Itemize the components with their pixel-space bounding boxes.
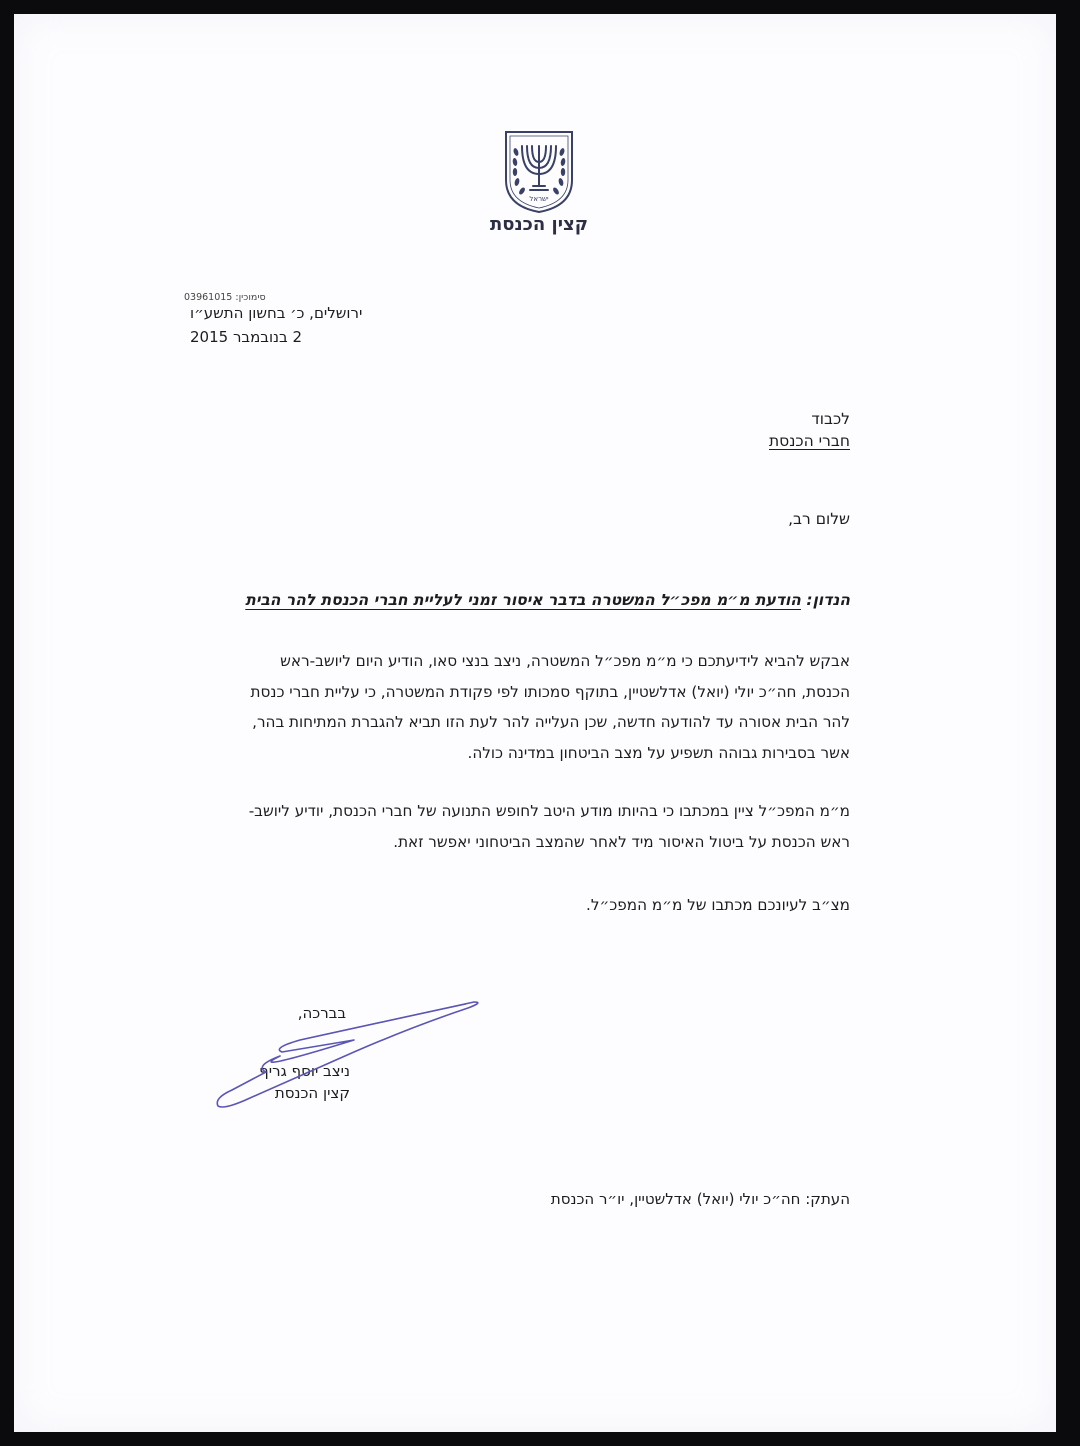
subject-text: הודעת מ״מ מפכ״ל המשטרה בדבר איסור זמני לעליית חברי הכנסת להר הבית [245,591,801,609]
reference-number: 03961015 [184,292,233,303]
handwritten-signature-icon [204,994,504,1124]
reference-label: סימוכין: [235,292,266,303]
paragraph-line: מ״מ המפכ״ל ציין במכתבו כי בהיותו מודע היטב לחופש התנועה של חברי הכנסת, יודיע ליושב- [248,802,850,820]
paragraph-3 [450,890,850,921]
addressee-label: לכבוד [811,410,850,428]
signer-name: ניצב יוסף גריף [259,1062,350,1080]
date-hebrew: ירושלים, כ׳ בחשון התשע״ו [190,304,363,322]
closing: בברכה, [297,1004,346,1022]
greeting: שלום רב, [788,510,850,528]
state-emblem-icon [502,128,576,214]
paragraph-line: אבקש להביא לידיעתכם כי מ״מ מפכ״ל המשטרה, ניצב בנצי סאו, הודיע היום ליושב-ראש [280,652,850,670]
letter-page [14,14,1056,1432]
cc-line: העתק: חה״כ יולי (יואל) אדלשטיין, יו״ר הכנסת [550,1190,850,1208]
paragraph-line: ראש הכנסת על ביטול האיסור מיד לאחר שהמצב הביטחוני יאפשר זאת. [393,832,850,851]
paragraph-2 [150,796,850,857]
signer-title: קצין הכנסת [274,1084,350,1102]
paragraph-line: אשר בסבירות גבוהה תשפיע על מצב הביטחון במדינה כולה. [467,743,850,762]
paragraph-line: להר הבית אסורה עד להודעה חדשה, שכן העלייה להר לעת הזו תביא להגברת המתיחות בהר, [252,713,850,731]
emblem-caption: ישראל [529,195,549,203]
paragraph-line: הכנסת, חה״כ יולי (יואל) אדלשטיין, בתוקף סמכותו לפי פקודת המשטרה, כי עליית חברי כנסת [250,682,850,701]
paragraph-line: מצ״ב לעיונכם מכתבו של מ״מ המפכ״ל. [586,896,850,914]
reference-line [184,292,266,303]
subject-line [245,591,850,609]
date-gregorian: 2 בנובמבר 2015 [190,328,303,346]
paragraph-1 [150,646,850,768]
addressee-name: חברי הכנסת [768,432,850,450]
subject-label: הנדון: [806,591,850,609]
office-name: קצין הכנסת [490,214,588,235]
